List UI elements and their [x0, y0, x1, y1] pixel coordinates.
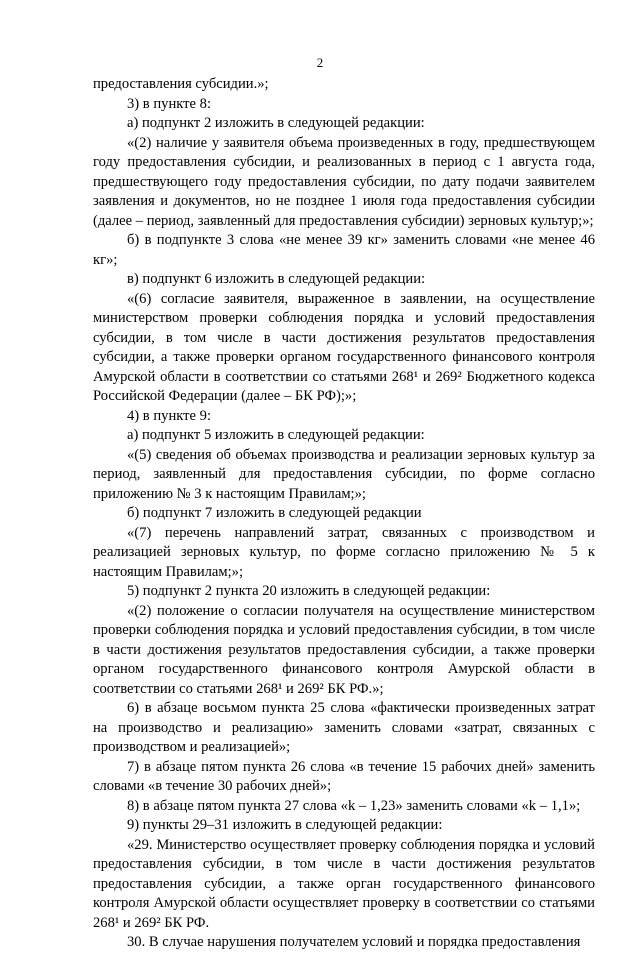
paragraph: «29. Министерство осуществляет проверку соблюдения порядка и условий предоставления субсидии, в том числе в части достижения результатов предоставления субсидии, а также орган государственного финансового контроля Амурской области осуществляет проверку в соответствии со статьями 268¹ и 269² БК РФ. — [93, 836, 595, 931]
paragraph: «(2) наличие у заявителя объема произведенных в году, предшествующем году предоставления субсидии, и реализованных в период с 1 августа года, предшествующего году предоставления субсидии, по дату подачи заявителем заявления и документов, но не позднее 1 июля года предоставления субсидии (далее – период, заявленный для предоставления субсидии) зерновых культур;»; — [93, 134, 595, 229]
paragraph: «(2) положение о согласии получателя на осуществление министерством проверки соблюдения порядка и условий предоставления субсидии, в том числе в части достижения результатов предоставления субсидии, а также проверки органом государственного финансового контроля Амурской области в соответствии со статьями 268¹ и 269² БК РФ.»; — [93, 602, 595, 697]
paragraph: 6) в абзаце восьмом пункта 25 слова «фактически произведенных затрат на производство и реализацию» заменить словами «затрат, связанных с производством и реализацией»; — [93, 700, 595, 755]
paragraph: «(5) сведения об объемах производства и реализации зерновых культур за период, заявленный для предоставления субсидии, по форме согласно приложению № 3 к настоящим Правилам;»; — [93, 446, 595, 502]
paragraph: 5) подпункт 2 пункта 20 изложить в следующей редакции: — [127, 583, 491, 599]
paragraph: 9) пункты 29–31 изложить в следующей редакции: — [127, 817, 443, 833]
paragraph: 4) в пункте 9: — [127, 407, 212, 424]
paragraph: в) подпункт 6 изложить в следующей редакции: — [127, 271, 426, 287]
page-number: 2 — [316, 55, 324, 70]
paragraph: б) в подпункте 3 слова «не менее 39 кг» заменить словами «не менее 46 кг»; — [93, 232, 595, 268]
paragraph: 8) в абзаце пятом пункта 27 слова «k – 1,23» заменить словами «k – 1,1»; — [127, 797, 581, 814]
paragraph: «(7) перечень направлений затрат, связанных с производством и реализацией зерновых культур, по форме согласно приложению № 5 к настоящим Правилам;»; — [93, 524, 595, 580]
paragraph: а) подпункт 2 изложить в следующей редакции: — [127, 115, 425, 131]
paragraph: 7) в абзаце пятом пункта 26 слова «в течение 15 рабочих дней» заменить словами «в течение 30 рабочих дней»; — [93, 758, 595, 794]
paragraph: 3) в пункте 8: — [127, 95, 212, 112]
paragraph: 30. В случае нарушения получателем условий и порядка предоставления — [127, 934, 581, 950]
paragraph: а) подпункт 5 изложить в следующей редакции: — [127, 427, 425, 443]
paragraph: предоставления субсидии.»; — [93, 76, 269, 92]
paragraph: «(6) согласие заявителя, выраженное в заявлении, на осуществление министерством проверки соблюдения порядка и условий предоставления субсидии, в том числе в части достижения результатов предоставления субсидии, а также проверки органом государственного финансового контроля Амурской области в соответствии со статьями 268¹ и 269² Бюджетного кодекса Российской Федерации (далее – БК РФ);»; — [93, 290, 595, 404]
document-body — [93, 75, 595, 953]
paragraph: б) подпункт 7 изложить в следующей редакции — [127, 505, 422, 521]
